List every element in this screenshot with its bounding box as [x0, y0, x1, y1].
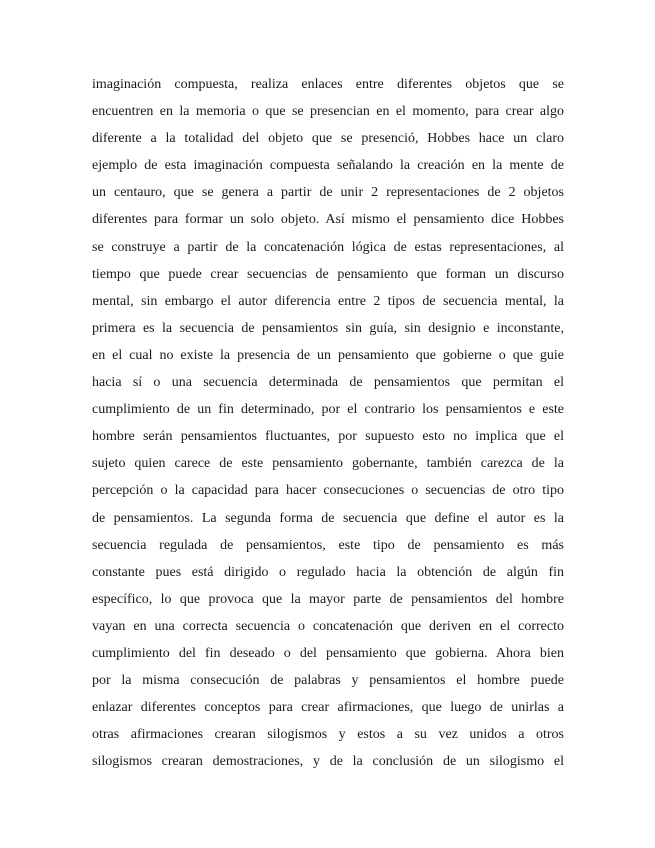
text-line: cumplimiento de un fin determinado, por el contrario los pensamientos e este [92, 402, 564, 418]
text-line: primera es la secuencia de pensamientos sin guía, sin designio e inconstante, [92, 320, 564, 336]
text-line: imaginación compuesta, realiza enlaces entre diferentes objetos que se [92, 77, 564, 92]
text-line: hacia sí o una secuencia determinada de pensamientos que permitan el [92, 375, 564, 391]
text-line: silogismos crearan demostraciones, y de la conclusión de un silogismo el [92, 754, 564, 770]
text-line: diferentes para formar un solo objeto. Así mismo el pensamiento dice Hobbes [92, 212, 564, 228]
text-line: por la misma consecución de palabras y pensamientos el hombre puede [92, 673, 564, 689]
text-line: percepción o la capacidad para hacer consecuciones o secuencias de otro tipo [92, 483, 564, 499]
text-line: sujeto quien carece de este pensamiento gobernante, también carezca de la [92, 456, 564, 472]
text-line: enlazar diferentes conceptos para crear afirmaciones, que luego de unirlas a [92, 700, 564, 716]
text-line: vayan en una correcta secuencia o concatenación que deriven en el correcto [92, 618, 564, 634]
text-line: de pensamientos. La segunda forma de secuencia que define el autor es la [92, 510, 564, 526]
text-line: constante pues está dirigido o regulado hacia la obtención de algún fin [92, 564, 564, 580]
body-paragraph [92, 71, 564, 775]
text-line: se construye a partir de la concatenación lógica de estas representaciones, al [92, 239, 564, 255]
text-line: específico, lo que provoca que la mayor parte de pensamientos del hombre [92, 591, 564, 607]
text-line: secuencia regulada de pensamientos, este tipo de pensamiento es más [92, 537, 564, 553]
text-line: diferente a la totalidad del objeto que se presenció, Hobbes hace un claro [92, 131, 564, 147]
text-line: en el cual no existe la presencia de un pensamiento que gobierne o que guie [92, 347, 564, 363]
text-line: cumplimiento del fin deseado o del pensamiento que gobierna. Ahora bien [92, 645, 564, 661]
text-line: hombre serán pensamientos fluctuantes, por supuesto esto no implica que el [92, 429, 564, 445]
text-line: un centauro, que se genera a partir de unir 2 representaciones de 2 objetos [92, 185, 564, 201]
text-line: ejemplo de esta imaginación compuesta señalando la creación en la mente de [92, 158, 564, 174]
text-line: encuentren en la memoria o que se presencian en el momento, para crear algo [92, 104, 564, 120]
text-line: tiempo que puede crear secuencias de pensamiento que forman un discurso [92, 266, 564, 282]
text-line: otras afirmaciones crearan silogismos y estos a su vez unidos a otros [92, 727, 564, 743]
text-line: mental, sin embargo el autor diferencia entre 2 tipos de secuencia mental, la [92, 293, 564, 309]
